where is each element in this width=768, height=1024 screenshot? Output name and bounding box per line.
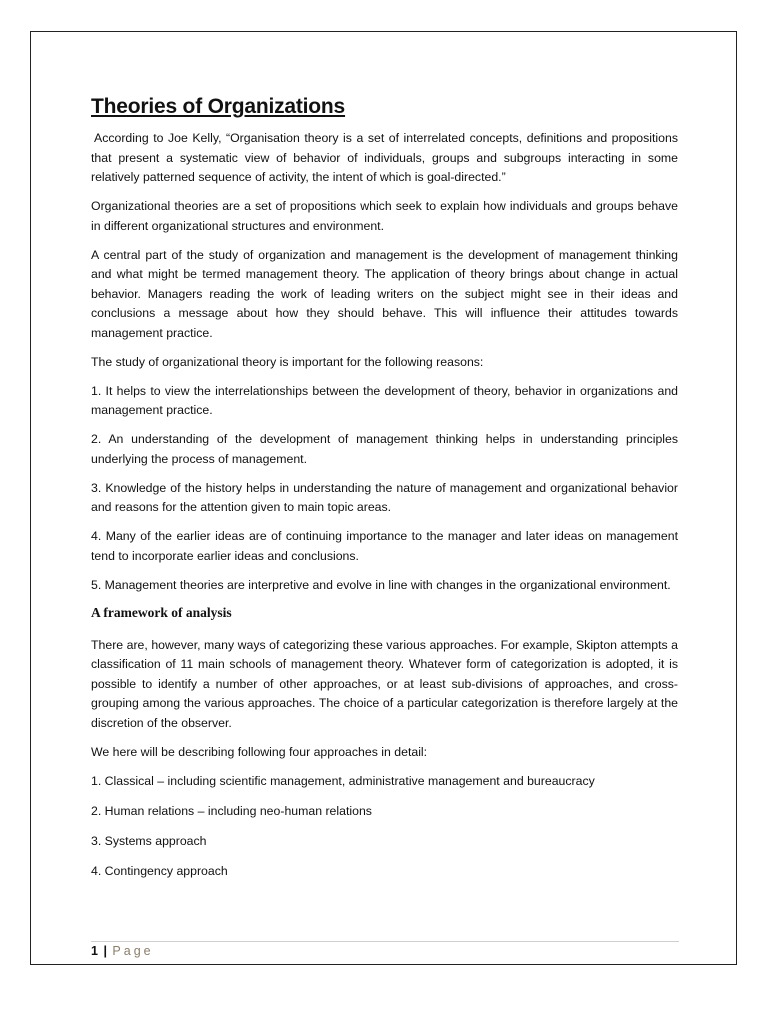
list-item-reason: 1. It helps to view the interrelationships between the development of theory, behavior in organizations and management practice. [91,383,678,417]
page-title: Theories of Organizations [91,95,346,118]
list-item-approach: 2. Human relations – including neo-human relations [91,803,372,818]
footer-separator: | [103,944,107,958]
list-item-approach: 1. Classical – including scientific management, administrative management and bureaucracy [91,773,595,788]
list-item-reason: 4. Many of the earlier ideas are of continuing importance to the manager and later ideas on management tend to incorporate earlier ideas and conclusions. [91,529,678,563]
paragraph-propositions: Organizational theories are a set of propositions which seek to explain how individuals and groups behave in different organizational structures and environment. [91,199,678,233]
page-label: Page [112,944,154,958]
paragraph-management-theory: A central part of the study of organization and management is the development of management thinking and what might be termed management theory. The application of theory brings about change in actual behavior. Managers reading the work of leading writers on the subject might see in their ideas and conclusions a message about how they should behave. This will influence their attitudes towards management practice. [91,247,678,340]
list-item-reason: 3. Knowledge of the history helps in understanding the nature of management and organizational behavior and reasons for the attention given to main topic areas. [91,480,678,514]
list-item-approach: 3. Systems approach [91,833,207,848]
paragraph-reasons-intro: The study of organizational theory is important for the following reasons: [91,354,484,369]
paragraph-definition: According to Joe Kelly, “Organisation theory is a set of interrelated concepts, definitions and propositions that present a systematic view of behavior of individuals, groups and subgroups interacting in some relatively patterned sequence of activity, the intent of which is goal-directed.” [91,131,678,184]
page-footer [91,941,679,958]
list-item-approach: 4. Contingency approach [91,863,228,878]
page-number: 1 [91,944,98,958]
document-body [91,95,678,892]
list-item-reason: 5. Management theories are interpretive and evolve in line with changes in the organizational environment. [91,577,671,592]
section-heading: A framework of analysis [91,604,232,620]
paragraph-categorizing: There are, however, many ways of categorizing these various approaches. For example, Skipton attempts a classification of 11 main schools of management theory. Whatever form of categorization is adopted, it is possible to identify a number of other approaches, or at least sub-divisions of approaches, and cross-grouping among the various approaches. The choice of a particular categorization is therefore largely at the discretion of the observer. [91,637,678,730]
paragraph-approaches-intro: We here will be describing following four approaches in detail: [91,744,428,759]
list-item-reason: 2. An understanding of the development of management thinking helps in understanding principles underlying the process of management. [91,432,678,466]
